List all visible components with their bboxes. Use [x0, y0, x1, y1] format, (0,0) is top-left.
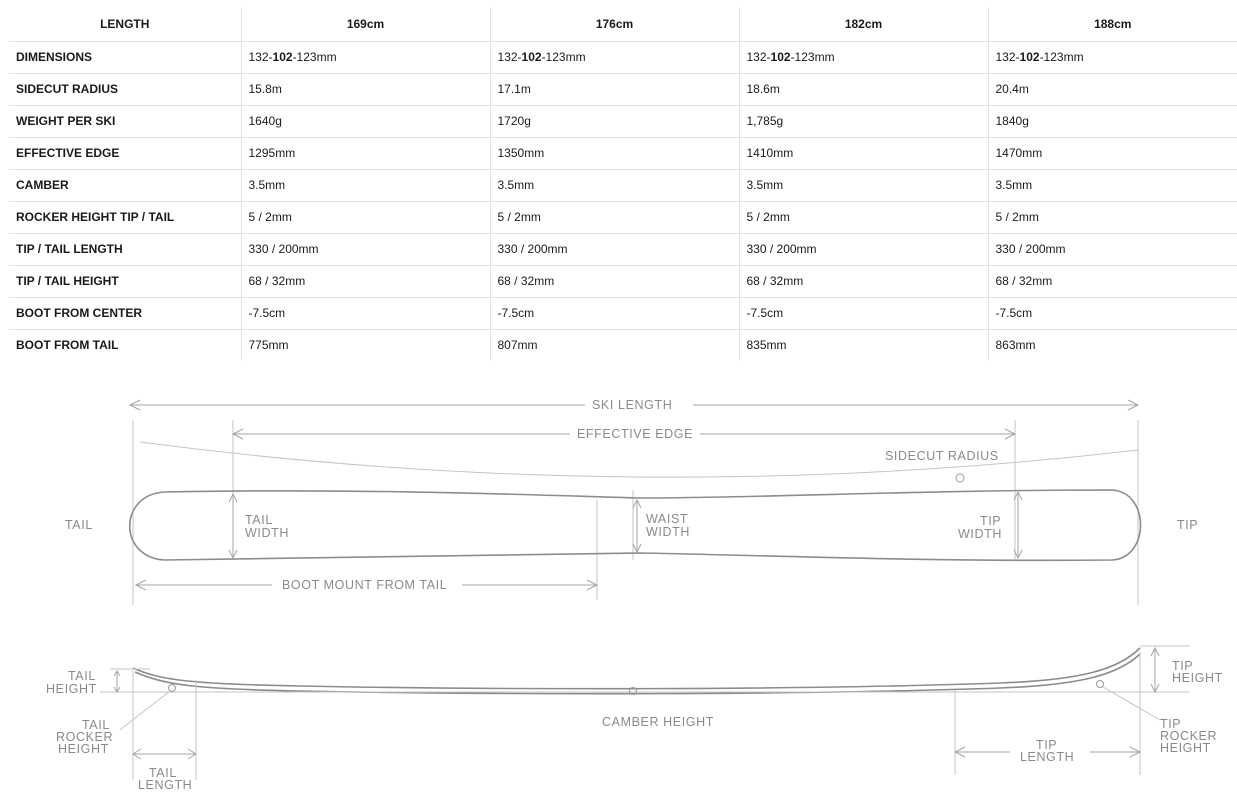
- table-row: [9, 233, 1237, 265]
- table-cell: 1470mm: [988, 137, 1237, 169]
- table-cell: -7.5cm: [241, 297, 490, 329]
- dimension-part: -123mm: [1039, 50, 1084, 64]
- ski-side-profile-top: [133, 648, 1140, 689]
- tip-height-label-2: HEIGHT: [1172, 671, 1223, 685]
- row-label: TIP / TAIL HEIGHT: [9, 265, 241, 297]
- ski-length-dimension: [130, 398, 1138, 412]
- effective-edge-dimension: [233, 427, 1015, 441]
- table-cell: 15.8m: [241, 73, 490, 105]
- table-cell: 3.5mm: [490, 169, 739, 201]
- tail-rocker-height-label-2: ROCKER: [56, 730, 114, 744]
- tail-rocker-height-label-1: TAIL: [82, 718, 110, 732]
- row-label: ROCKER HEIGHT TIP / TAIL: [9, 201, 241, 233]
- table-cell: 1350mm: [490, 137, 739, 169]
- table-cell: -7.5cm: [739, 297, 988, 329]
- tip-height-label-1: TIP: [1172, 659, 1194, 673]
- table-cell: 1410mm: [739, 137, 988, 169]
- dimension-part: 132-: [995, 50, 1020, 64]
- table-cell: -7.5cm: [490, 297, 739, 329]
- table-header-row: [9, 7, 1237, 41]
- tail-length-label-2: LENGTH: [138, 778, 193, 792]
- table-cell: 1640g: [241, 105, 490, 137]
- dimension-part: 132-: [497, 50, 522, 64]
- table-cell: [739, 41, 988, 73]
- table-cell: 775mm: [241, 329, 490, 361]
- header-length-4: 188cm: [988, 7, 1237, 41]
- tail-width-label-1: TAIL: [245, 513, 273, 527]
- tail-length-label-1: TAIL: [149, 766, 177, 780]
- tip-width-label-2: WIDTH: [958, 527, 1002, 541]
- table-cell: 20.4m: [988, 73, 1237, 105]
- table-cell: 1,785g: [739, 105, 988, 137]
- row-label: BOOT FROM CENTER: [9, 297, 241, 329]
- row-label: BOOT FROM TAIL: [16, 338, 119, 353]
- spec-table: [9, 7, 1237, 361]
- waist-value: 102: [770, 50, 791, 64]
- tail-width-label-2: WIDTH: [245, 526, 289, 540]
- table-cell: 68 / 32mm: [241, 265, 490, 297]
- waist-width-label-2: WIDTH: [646, 525, 690, 539]
- waist-value: 102: [272, 50, 293, 64]
- table-row: [9, 265, 1237, 297]
- table-cell: 1840g: [988, 105, 1237, 137]
- table-cell: 3.5mm: [988, 169, 1237, 201]
- table-cell: 18.6m: [739, 73, 988, 105]
- tip-label: TIP: [1177, 518, 1199, 532]
- table-cell: 330 / 200mm: [241, 233, 490, 265]
- header-length-2: 176cm: [490, 7, 739, 41]
- table-cell: 330 / 200mm: [739, 233, 988, 265]
- table-cell: 330 / 200mm: [490, 233, 739, 265]
- table-body: [9, 41, 1237, 361]
- tip-width-label-1: TIP: [980, 514, 1002, 528]
- ski-side-profile-bottom: [135, 654, 1140, 694]
- tail-rocker-height-label-3: HEIGHT: [58, 742, 109, 756]
- table-cell: 5 / 2mm: [490, 201, 739, 233]
- table-row: [9, 297, 1237, 329]
- dimension-part: -123mm: [790, 50, 835, 64]
- table-cell: 3.5mm: [241, 169, 490, 201]
- dimension-part: -123mm: [292, 50, 337, 64]
- table-cell: [490, 41, 739, 73]
- table-cell: 330 / 200mm: [988, 233, 1237, 265]
- camber-height-label: CAMBER HEIGHT: [602, 715, 714, 729]
- table-cell: [988, 41, 1237, 73]
- tail-label: TAIL: [65, 518, 93, 532]
- table-cell: 5 / 2mm: [739, 201, 988, 233]
- tip-length-label-1: TIP: [1036, 738, 1058, 752]
- table-row: [9, 73, 1237, 105]
- table-cell: -7.5cm: [988, 297, 1237, 329]
- dimension-part: 132-: [746, 50, 771, 64]
- tip-rocker-height-label-2: ROCKER: [1160, 729, 1218, 743]
- tail-height-label-1: TAIL: [68, 669, 96, 683]
- waist-value: 102: [521, 50, 542, 64]
- measure-point-marker: [956, 474, 964, 482]
- table-cell: 68 / 32mm: [739, 265, 988, 297]
- table-cell: 17.1m: [490, 73, 739, 105]
- ski-dimensions-diagram: [0, 380, 1237, 800]
- boot-mount-label: BOOT MOUNT FROM TAIL: [282, 578, 448, 592]
- measure-point-marker: [1097, 681, 1104, 688]
- waist-width-label-1: WAIST: [646, 512, 689, 526]
- tail-height-label-2: HEIGHT: [46, 682, 97, 696]
- ski-length-label: SKI LENGTH: [592, 398, 673, 412]
- table-row: [9, 169, 1237, 201]
- table-cell: [241, 41, 490, 73]
- table-cell: 863mm: [988, 329, 1237, 361]
- row-label: WEIGHT PER SKI: [9, 105, 241, 137]
- dimension-part: 132-: [248, 50, 273, 64]
- table-cell: 68 / 32mm: [490, 265, 739, 297]
- waist-value: 102: [1019, 50, 1040, 64]
- row-label: DIMENSIONS: [9, 41, 241, 73]
- row-label: EFFECTIVE EDGE: [9, 137, 241, 169]
- table-cell: 835mm: [739, 329, 988, 361]
- row-label: CAMBER: [9, 169, 241, 201]
- header-length-3: 182cm: [739, 7, 988, 41]
- header-length-label: LENGTH: [9, 7, 241, 41]
- table-cell: 3.5mm: [739, 169, 988, 201]
- header-length-1: 169cm: [241, 7, 490, 41]
- effective-edge-label: EFFECTIVE EDGE: [577, 427, 694, 441]
- table-row: [9, 105, 1237, 137]
- tip-rocker-height-label-1: TIP: [1160, 717, 1182, 731]
- measure-point-marker: [169, 685, 176, 692]
- table-cell: 5 / 2mm: [241, 201, 490, 233]
- table-cell: 68 / 32mm: [988, 265, 1237, 297]
- table-cell: 1295mm: [241, 137, 490, 169]
- table-row: [9, 137, 1237, 169]
- tip-length-label-2: LENGTH: [1020, 750, 1075, 764]
- table-row: [9, 201, 1237, 233]
- boot-mount-dimension: [136, 578, 597, 592]
- table-cell: 807mm: [490, 329, 739, 361]
- dimension-part: -123mm: [541, 50, 586, 64]
- tip-rocker-height-label-3: HEIGHT: [1160, 741, 1211, 755]
- row-label: TIP / TAIL LENGTH: [9, 233, 241, 265]
- sidecut-radius-label: SIDECUT RADIUS: [885, 449, 999, 463]
- table-row: [9, 329, 1237, 361]
- row-label: SIDECUT RADIUS: [9, 73, 241, 105]
- table-row: [9, 41, 1237, 73]
- table-cell: 5 / 2mm: [988, 201, 1237, 233]
- table-cell: 1720g: [490, 105, 739, 137]
- sketch-line: [120, 691, 170, 730]
